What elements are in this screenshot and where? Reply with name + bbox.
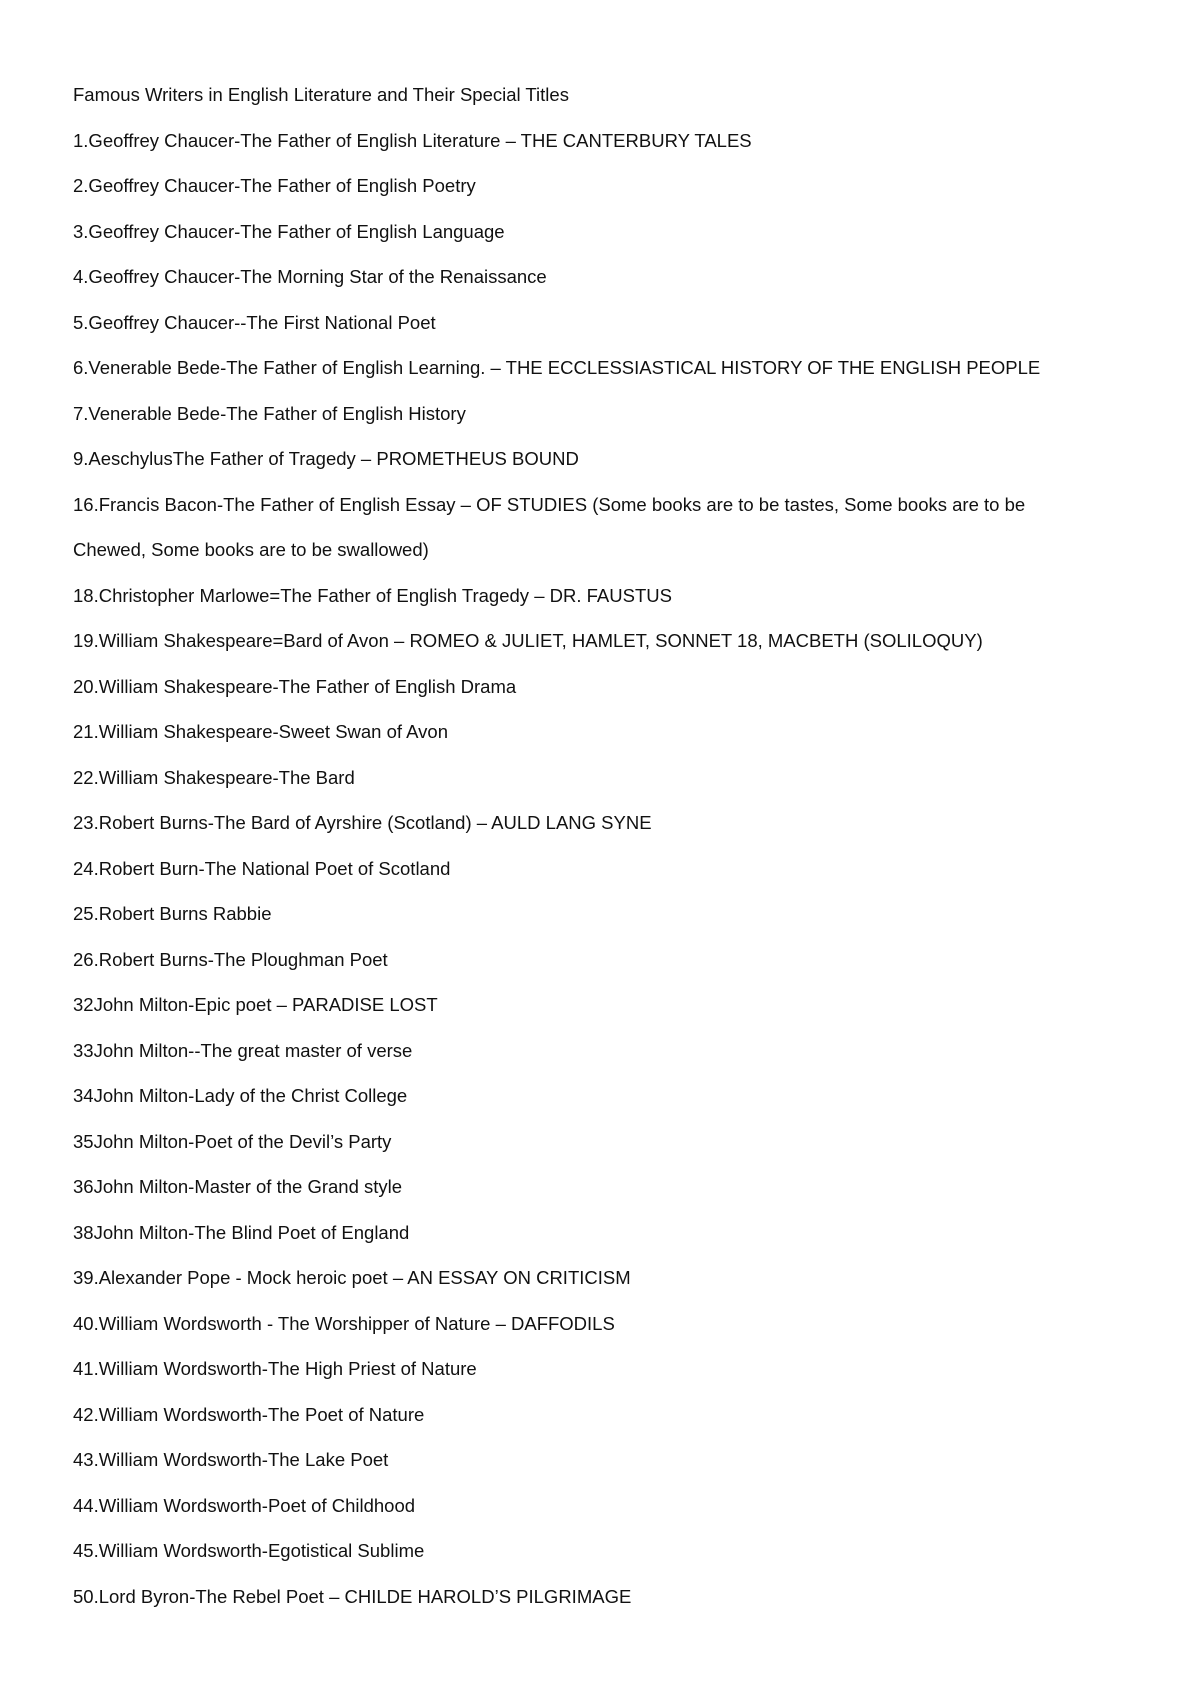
list-item: 7.Venerable Bede-The Father of English History [73, 402, 466, 424]
list-item: 35John Milton-Poet of the Devil’s Party [73, 1130, 392, 1152]
list-item: 16.Francis Bacon-The Father of English Essay – OF STUDIES (Some books are to be tastes, Some books are to be [73, 493, 1026, 515]
list-item: 21.William Shakespeare-Sweet Swan of Avon [73, 721, 448, 742]
list-item: 9.AeschylusThe Father of Tragedy – PROMETHEUS BOUND [73, 448, 579, 469]
list-item: 24.Robert Burn-The National Poet of Scotland [73, 857, 451, 879]
list-item: 39.Alexander Pope - Mock heroic poet – AN ESSAY ON CRITICISM [73, 1267, 631, 1288]
list-item: 40.William Wordsworth - The Worshipper of Nature – DAFFODILS [73, 1312, 615, 1334]
list-item: 34John Milton-Lady of the Christ College [73, 1085, 408, 1106]
document-title: Famous Writers in English Literature and Their Special Titles [73, 84, 569, 105]
document-page [73, 72, 1163, 1619]
list-item: 36John Milton-Master of the Grand style [73, 1176, 403, 1197]
list-item-continuation: Chewed, Some books are to be swallowed) [73, 539, 429, 560]
list-item: 19.William Shakespeare=Bard of Avon – ROMEO & JULIET, HAMLET, SONNET 18, MACBETH (SOLILOQUY) [73, 630, 983, 651]
list-item: 2.Geoffrey Chaucer-The Father of English Poetry [73, 175, 476, 196]
list-item: 33John Milton--The great master of verse [73, 1039, 413, 1061]
list-item: 32John Milton-Epic poet – PARADISE LOST [73, 994, 438, 1015]
list-item: 44.William Wordsworth-Poet of Childhood [73, 1494, 416, 1516]
list-item: 42.William Wordsworth-The Poet of Nature [73, 1403, 425, 1425]
list-item: 26.Robert Burns-The Ploughman Poet [73, 948, 388, 970]
list-item: 18.Christopher Marlowe=The Father of English Tragedy – DR. FAUSTUS [73, 584, 672, 606]
list-item: 38John Milton-The Blind Poet of England [73, 1221, 410, 1243]
list-item: 43.William Wordsworth-The Lake Poet [73, 1449, 389, 1470]
list-item: 25.Robert Burns Rabbie [73, 903, 272, 924]
list-item: 5.Geoffrey Chaucer--The First National Poet [73, 311, 436, 333]
list-item: 22.William Shakespeare-The Bard [73, 766, 355, 788]
list-item: 23.Robert Burns-The Bard of Ayrshire (Scotland) – AULD LANG SYNE [73, 812, 652, 833]
list-item: 3.Geoffrey Chaucer-The Father of English Language [73, 220, 505, 242]
list-item: 4.Geoffrey Chaucer-The Morning Star of the Renaissance [73, 266, 547, 287]
list-item: 41.William Wordsworth-The High Priest of Nature [73, 1358, 477, 1379]
list-item: 50.Lord Byron-The Rebel Poet – CHILDE HAROLD’S PILGRIMAGE [73, 1585, 632, 1607]
list-item: 20.William Shakespeare-The Father of English Drama [73, 675, 517, 697]
list-item: 45.William Wordsworth-Egotistical Sublime [73, 1540, 425, 1561]
list-item: 1.Geoffrey Chaucer-The Father of English Literature – THE CANTERBURY TALES [73, 129, 752, 151]
list-item: 6.Venerable Bede-The Father of English Learning. – THE ECCLESSIASTICAL HISTORY OF THE ENGLISH PEOPLE [73, 357, 1041, 378]
